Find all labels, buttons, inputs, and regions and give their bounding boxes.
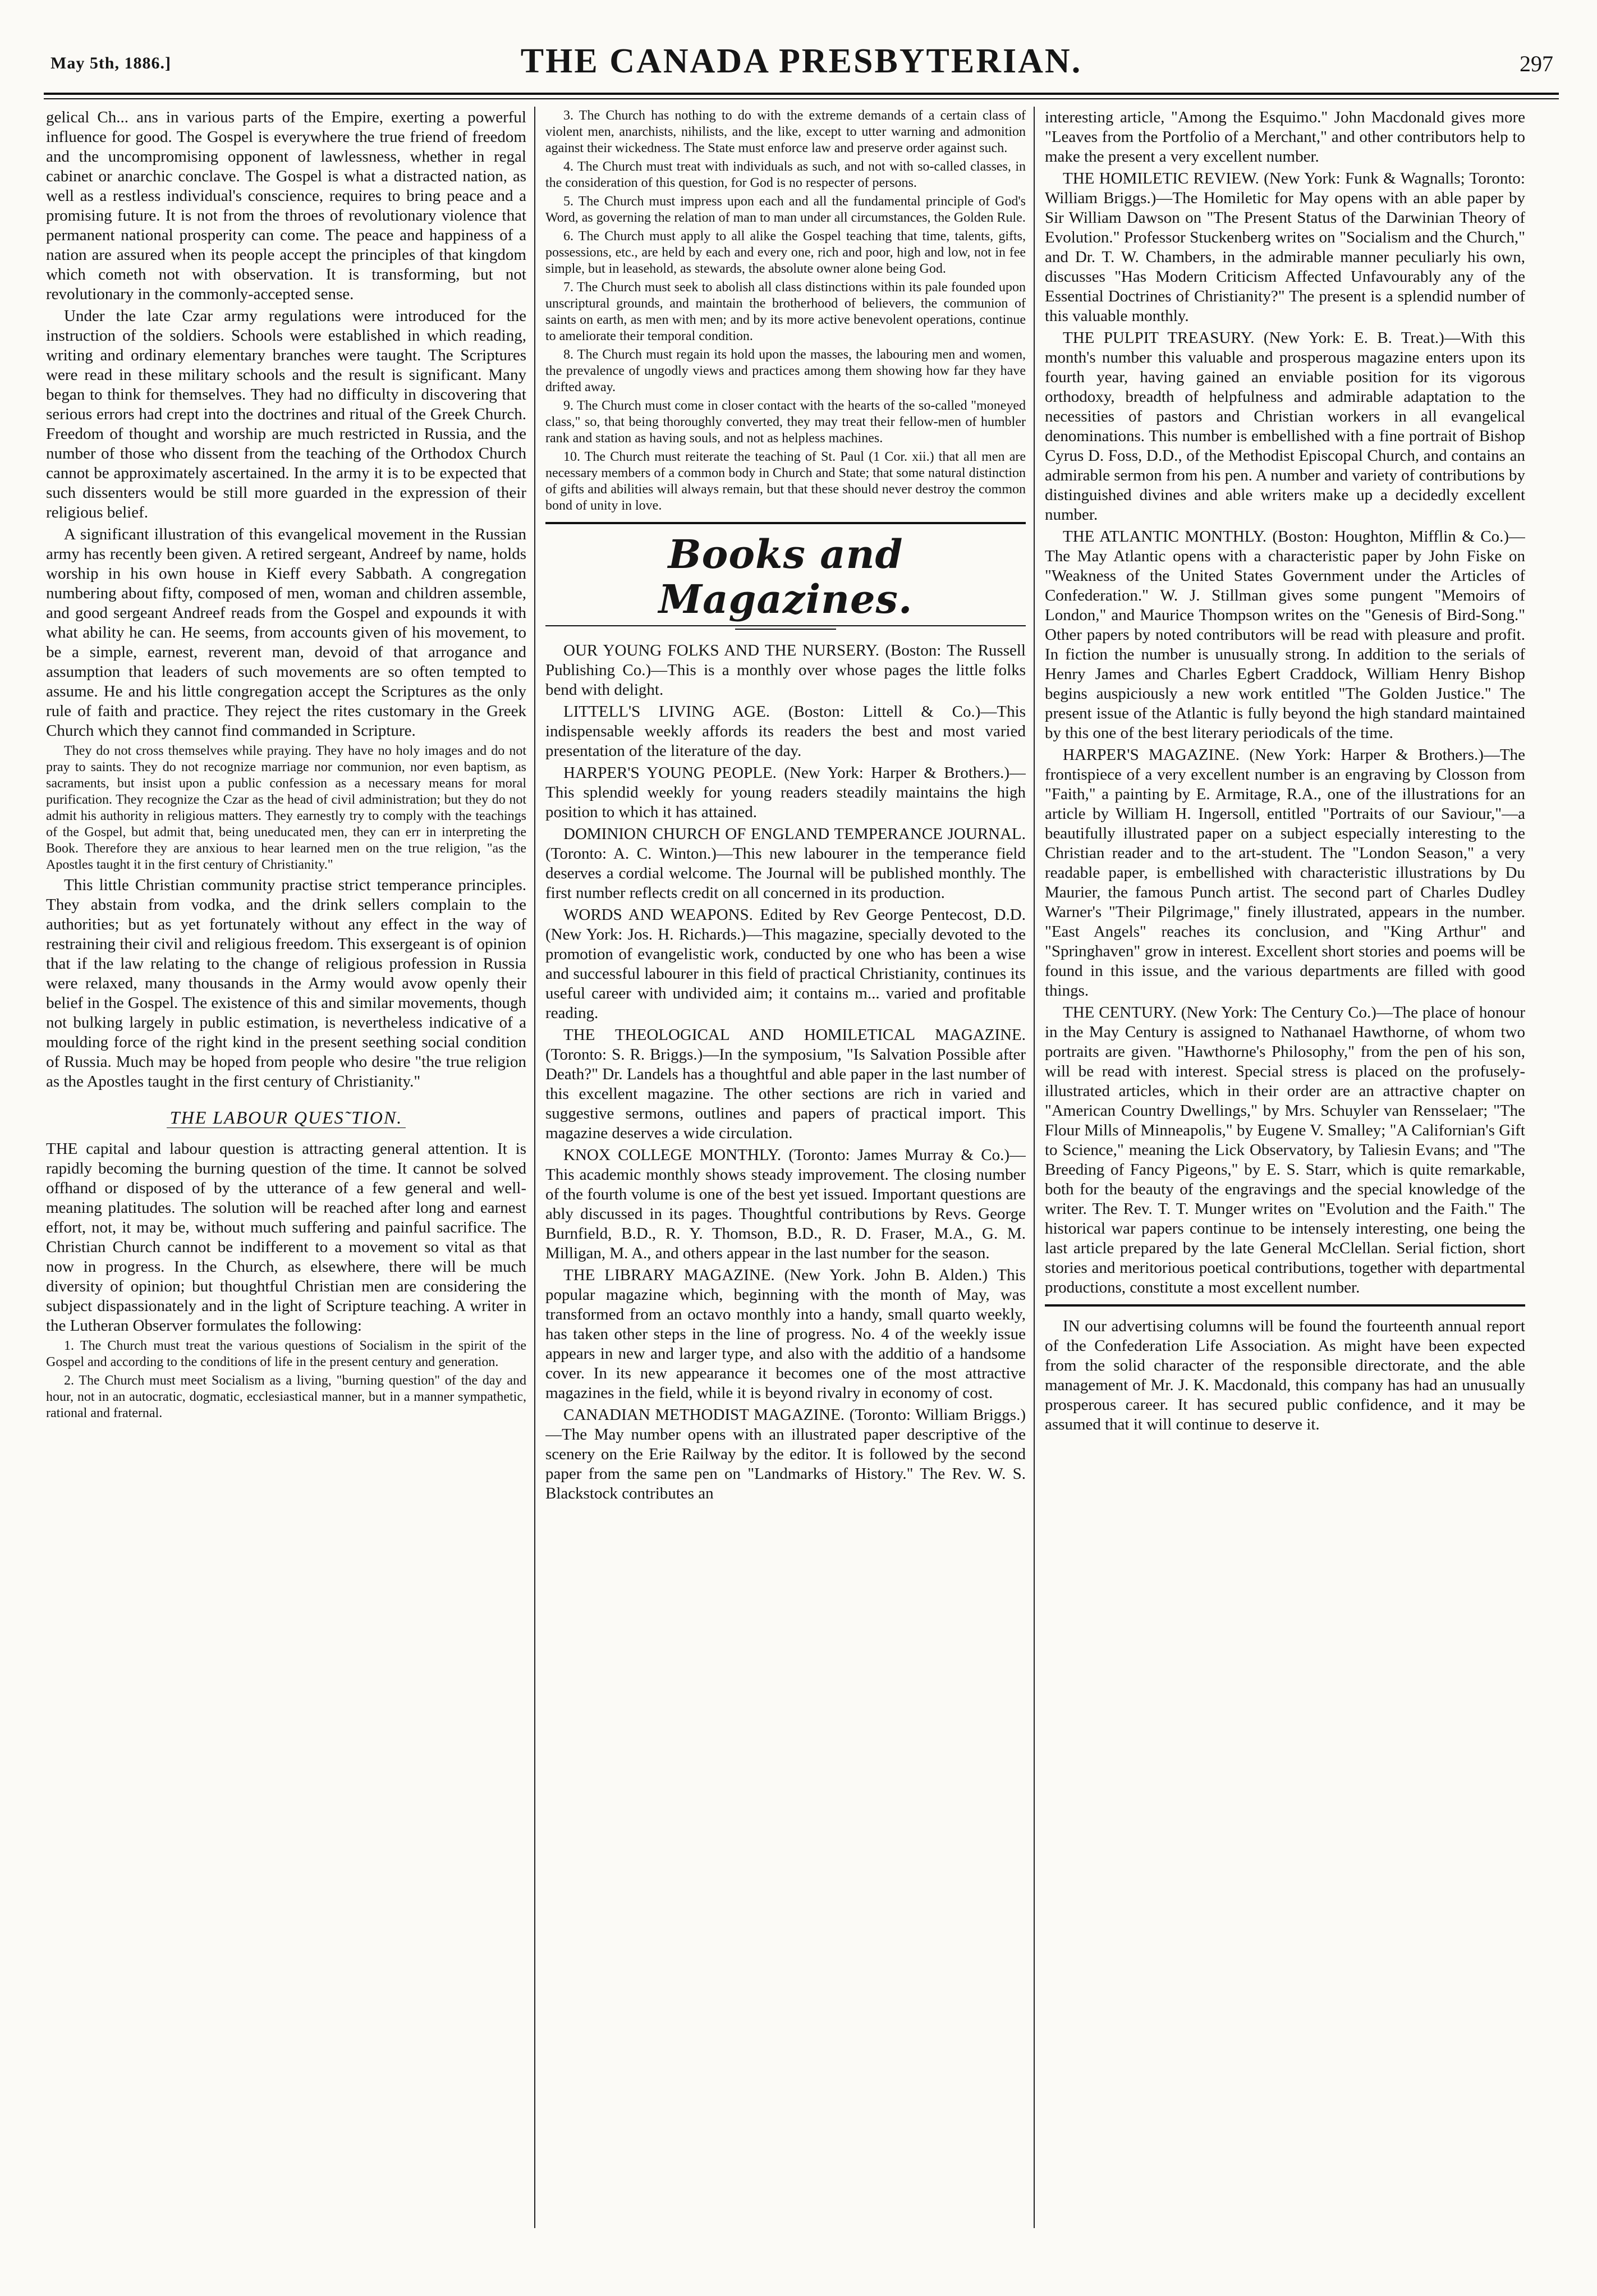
article-paragraph: Under the late Czar army regulations were introduced for the instruction of the soldiers. Schools were established in which reading, writing and ordinary elementary branches were taught. The Scriptures were read in these military schools and the result is significant. Many began to think for themselves. They had no difficulty in discovering that serious errors had crept into the doctrines and ritual of the Greek Church. Freedom of thought and worship are much restricted in Russia, and the number of those who dissent from the teaching of the Orthodox Church cannot be approximately ascertained. In the army it is to be expected that such dissenters would be still more guarded in the expression of their religious belief.	[46, 307, 526, 521]
list-item: 2. The Church must meet Socialism as a living, "burning question" of the day and hour, not in an autocratic, dogmatic, ecclesiastical manner, but in a manner sympathetic, rational and fraternal.	[46, 1373, 526, 1420]
review-item: THE HOMILETIC REVIEW. (New York: Funk & Wagnalls; Toronto: William Briggs.)—The Homiletic for May opens with an able paper by Sir William Dawson on "The Present Status of the Darwinian Theory of Evolution." Professor Stuckenberg writes on "Socialism and the Church," and Dr. T. W. Chambers, in the admirable manner peculiarly his own, discusses "Has Modern Criticism Affected Unfavourably any of the Essential Doctrines of Christianity?" The present is a splendid number of this valuable monthly.	[1045, 169, 1525, 325]
list-item: 3. The Church has nothing to do with the extreme demands of a certain class of violent men, anarchists, nihilists, and the like, except to utter warning and admonition against their wickedness. The State must enforce law and preserve order against such.	[545, 108, 1026, 155]
list-item: 1. The Church must treat the various questions of Socialism in the spirit of the Gospel and according to the conditions of life in the present century and generation.	[46, 1339, 526, 1369]
review-item: THE THEOLOGICAL AND HOMILETICAL MAGAZINE. (Toronto: S. R. Briggs.)—In the symposium, "Is Salvation Possible after Death?" Dr. Landels has a thoughtful and able paper in the last number of this excellent magazine. The other sections are rich in varied and suggestive sermons, outlines and papers of practical import. This magazine deserves a wide circulation.	[545, 1026, 1026, 1142]
list-item: 7. The Church must seek to abolish all class distinctions within its pale founded upon unscriptural grounds, and maintain the brotherhood of believers, the communion of saints on earth, as men with men; and by its more active benevolent operations, continue to ameliorate their temporal condition.	[545, 280, 1026, 343]
review-item: LITTELL'S LIVING AGE. (Boston: Littell & Co.)—This indispensable weekly affords its readers the best and most varied presentation of the literature of the day.	[545, 703, 1026, 760]
header-rule-thin	[44, 98, 1559, 99]
books-magazines-header	[545, 522, 1026, 630]
review-item: CANADIAN METHODIST MAGAZINE. (Toronto: William Briggs.)—The May number opens with an illustrated paper descriptive of the scenery on the Erie Railway by the editor. It is followed by the second paper from the same pen on "Landmarks of History." The Rev. W. S. Blackstock contributes an	[545, 1406, 1026, 1502]
column-divider	[534, 107, 535, 2228]
header-underline	[545, 625, 1026, 626]
article-paragraph: A significant illustration of this evangelical movement in the Russian army has recently been given. A retired sergeant, Andreef by name, holds worship in his own house in Kieff every Sabbath. A congregation numbering about fifty, composed of men, woman and children assemble, and good sergeant Andreef reads from the Gospel and expounds it with what ability he can. He seems, from accounts given of his movement, to be a simple, earnest, reverent man, devoid of that arrogance and assumption that leaders of such movements are so often tempted to assume. He and his little congregation accept the Scriptures as the only rule of faith and practice. They reject the rites customary in the Greek Church which they cannot find commanded in Scripture.	[46, 525, 526, 740]
review-item: KNOX COLLEGE MONTHLY. (Toronto: James Murray & Co.)—This academic monthly shows steady improvement. The closing number of the fourth volume is one of the best yet issued. Important questions are ably discussed in its pages. Thoughtful contributions by Revs. George Burnfield, B.D., R. Y. Thomson, B.D., R. D. Fraser, M.A., G. M. Milligan, M. A., and others appear in the last number for the season.	[545, 1146, 1026, 1262]
review-item: OUR YOUNG FOLKS AND THE NURSERY. (Boston: The Russell Publishing Co.)—This is a monthly over whose pages the little folks bend with delight.	[545, 641, 1026, 699]
list-item: 8. The Church must regain its hold upon the masses, the labouring men and women, the prevalence of ungodly views and practices among them showing how far they have drifted away.	[545, 347, 1026, 395]
review-item: DOMINION CHURCH OF ENGLAND TEMPERANCE JOURNAL. (Toronto: A. C. Winton.)—This new labourer in the temperance field deserves a cordial welcome. The Journal will be published monthly. The first number reflects credit on all concerned in its production.	[545, 825, 1026, 902]
section-heading-text: THE LABOUR QUES˜TION.	[167, 1107, 406, 1128]
column-left	[46, 108, 526, 2240]
list-item: 4. The Church must treat with individuals as such, and not with so-called classes, in the consideration of this question, for God is no respecter of persons.	[545, 159, 1026, 190]
article-paragraph: THE capital and labour question is attracting general attention. It is rapidly becoming the burning question of the time. It cannot be solved offhand or disposed of by the utterance of a few general and well-meaning platitudes. The solution will be reached after long and earnest effort, not, it may be, without much suffering and painful sacrifice. The Christian Church cannot be indifferent to a movement so vital as that now in progress. In the Church, as elsewhere, there will be much diversity of opinion; but thoughtful Christian men are considering the subject dispassionately and in the light of Scripture teaching. A writer in the Lutheran Observer formulates the following:	[46, 1140, 526, 1335]
header-ornament-rule	[735, 629, 836, 630]
review-item: THE CENTURY. (New York: The Century Co.)—The place of honour in the May Century is assigned to Nathanael Hawthorne, of whom two portraits are given. "Hawthorne's Philosophy," from the pen of his son, will be read with interest. Special stress is placed on the profusely-illustrated articles, which in their order are an attractive chapter on "American Country Dwellings," by Mrs. Schuyler van Rensselaer; "The Flour Mills of Minneapolis," by Eugene V. Smalley; "A Californian's Gift to Science," meaning the Lick Observatory, by Taliesin Evans; and "The Breeding of Fancy Pigeons," by E. S. Starr, which is quite remarkable, both for the beauty of the engravings and the special knowledge of the writer. The Rev. T. T. Munger writes on "Evolution and the Faith." The historical war papers continue to be intensely interesting, one being the last article prepared by the late General McClellan. Serial fiction, short stories and meritorious poetical contributions, together with departmental productions, constitute a most excellent number.	[1045, 1003, 1525, 1296]
review-item: HARPER'S YOUNG PEOPLE. (New York: Harper & Brothers.)—This splendid weekly for young readers steadily maintains the high position to which it has attained.	[545, 764, 1026, 821]
notice-paragraph: IN our advertising columns will be found the fourteenth annual report of the Confederation Life Association. As might have been expected from the solid character of the responsible directorate, and the able management of Mr. J. K. Macdonald, this company has had an unusually prosperous career. It has secured public confidence, and it may be assumed that it will continue to deserve it.	[1045, 1317, 1525, 1433]
review-item: interesting article, "Among the Esquimo." John Macdonald gives more "Leaves from the Portfolio of a Merchant," and other contributors help to make the present a very excellent number.	[1045, 108, 1525, 166]
page-number: 297	[1520, 51, 1553, 76]
review-item: HARPER'S MAGAZINE. (New York: Harper & Brothers.)—The frontispiece of a very excellent number is an engraving by Closson from "Faith," a painting by E. Armitage, R.A., one of the illustrations for an article by William H. Ingersoll, entitled "Portraits of our Saviour,"—a beautifully illustrated paper on a subject especially interesting to the Christian reader and to the art-student. The "London Season," a very readable paper, is embellished with characteristic illustrations by Du Maurier, the famous Punch artist. The second part of Charles Dudley Warner's "Their Pilgrimage," finely illustrated, appears in the number. "East Angels" reaches its conclusion, and "King Arthur" and "Springhaven" grow in interest. Excellent short stories and poems will be found in this issue, and the various departments are filled with good things.	[1045, 746, 1525, 1000]
list-item: 10. The Church must reiterate the teaching of St. Paul (1 Cor. xii.) that all men are necessary members of a common body in Church and State; that some natural distinction of gifts and abilities will always remain, but that these should never destroy the common bond of unity in love.	[545, 450, 1026, 513]
masthead-title: THE CANADA PRESBYTERIAN.	[520, 42, 1082, 80]
review-item: THE ATLANTIC MONTHLY. (Boston: Houghton, Mifflin & Co.)—The May Atlantic opens with a characteristic paper by John Fiske on "Weakness of the United States Government under the Articles of Confederation." W. J. Stillman gives some pungent "Memoirs of London," and Maurice Thompson writes on the "Genesis of Bird-Song." Other papers by noted contributors will be read with pleasure and profit. In fiction the number is unusually strong. In addition to the serials of Henry James and Charles Egbert Craddock, William Henry Bishop begins auspiciously a new work entitled "The Golden Justice." The present issue of the Atlantic is fully beyond the high standard maintained by this one of the best literary periodicals of the time.	[1045, 528, 1525, 742]
review-item: THE LIBRARY MAGAZINE. (New York. John B. Alden.) This popular magazine which, beginning with the month of May, was transformed from an octavo monthly into a handy, small quarto weekly, has taken other steps in the line of progress. No. 4 of the weekly issue appears in new and larger type, and also with the additio of a handsome cover. In its new appearance it becomes one of the most attractive magazines in the field, while it is beyond rivalry in economy of cost.	[545, 1266, 1026, 1402]
column-middle	[545, 108, 1026, 2240]
review-item: WORDS AND WEAPONS. Edited by Rev George Pentecost, D.D. (New York: Jos. H. Richards.)—This magazine, specially devoted to the promotion of evangelistic work, conducted by one who has been a wise and successful labourer in this field of practical Christianity, continues its useful career with undivided aim; it contains m... varied and profitable reading.	[545, 906, 1026, 1022]
review-item: THE PULPIT TREASURY. (New York: E. B. Treat.)—With this month's number this valuable and prosperous magazine enters upon its fourth year, having gained an enviable position for its vigorous orthodoxy, breadth of helpfulness and admirable adaptation to the necessities of pastors and Christian workers in all evangelical denominations. This number is embellished with a fine portrait of Bishop Cyrus D. Foss, D.D., of the Methodist Episcopal Church, and contains an admirable sermon from his pen. A number and variety of contributions by distinguished divines and able writers make up a decidedly excellent number.	[1045, 329, 1525, 524]
notice-block	[1045, 1304, 1525, 1435]
block-quote: They do not cross themselves while praying. They have no holy images and do not pray to saints. They do not recognize marriage nor communion, nor even baptism, as sacraments, but insist upon a public confession as a necessary means for moral purification. They recognize the Czar as the head of civil administration; but they do not admit his authority in religious matters. They earnestly try to comply with the teachings of the Gospel, but admit that, being uneducated men, they can err in interpreting the Book. Therefore they are anxious to hear learned men on the true religion, "as the Apostles taught it in the first century of Christianity."	[46, 744, 526, 872]
section-heading-labour	[46, 1107, 526, 1128]
list-item: 6. The Church must apply to all alike the Gospel teaching that time, talents, gifts, possessions, etc., are held by each and every one, rich and poor, high and low, not in fee simple, but in leasehold, as stewards, the absolute owner alone being God.	[545, 229, 1026, 276]
list-item: 5. The Church must impress upon each and all the fundamental principle of God's Word, as governing the relation of man to man under all circumstances, the Golden Rule.	[545, 194, 1026, 225]
column-right	[1045, 108, 1525, 2240]
list-item: 9. The Church must come in closer contact with the hearts of the so-called "moneyed class," so, that being thoroughly converted, they may treat their fellow-men of humbler rank and station as having souls, and not as helpless machines.	[545, 398, 1026, 446]
header-rule	[44, 93, 1559, 95]
issue-date: May 5th, 1886.]	[51, 54, 171, 72]
page-header	[44, 39, 1559, 90]
column-divider	[1034, 107, 1035, 2228]
books-magazines-title: Books and Magazines.	[658, 531, 913, 622]
article-paragraph: gelical Ch... ans in various parts of the Empire, exerting a powerful influence for good. The Gospel is everywhere the true friend of freedom and the uncompromising opponent of lawlessness, whether in regal cabinet or anarchic conclave. The Gospel is what a distracted nation, as well as a restless individual's conscience, requires to bring peace and a promising future. It is not from the throes of revolutionary violence that permanent national prosperity can come. The peace and happiness of a nation are assured when its people accept the principles of that kingdom which cometh not with observation. It is transforming, but not revolutionary in the commonly-accepted sense.	[46, 108, 526, 303]
article-paragraph: This little Christian community practise strict temperance principles. They abstain from vodka, and the drink sellers complain to the authorities; but as yet fortunately without any effect in the way of restraining their civil and religious freedom. This exsergeant is of opinion that if the law relating to the change of religious profession in Russia were relaxed, many thousands in the Army would avow openly their belief in the Gospel. The existence of this and similar movements, though not bulking largely in public estimation, is nevertheless indicative of a moulding force of the right kind in the present seething social condition of Russia. Much may be hoped from people who desire "the true religion as the Apostles taught in the first century of Christianity."	[46, 876, 526, 1090]
